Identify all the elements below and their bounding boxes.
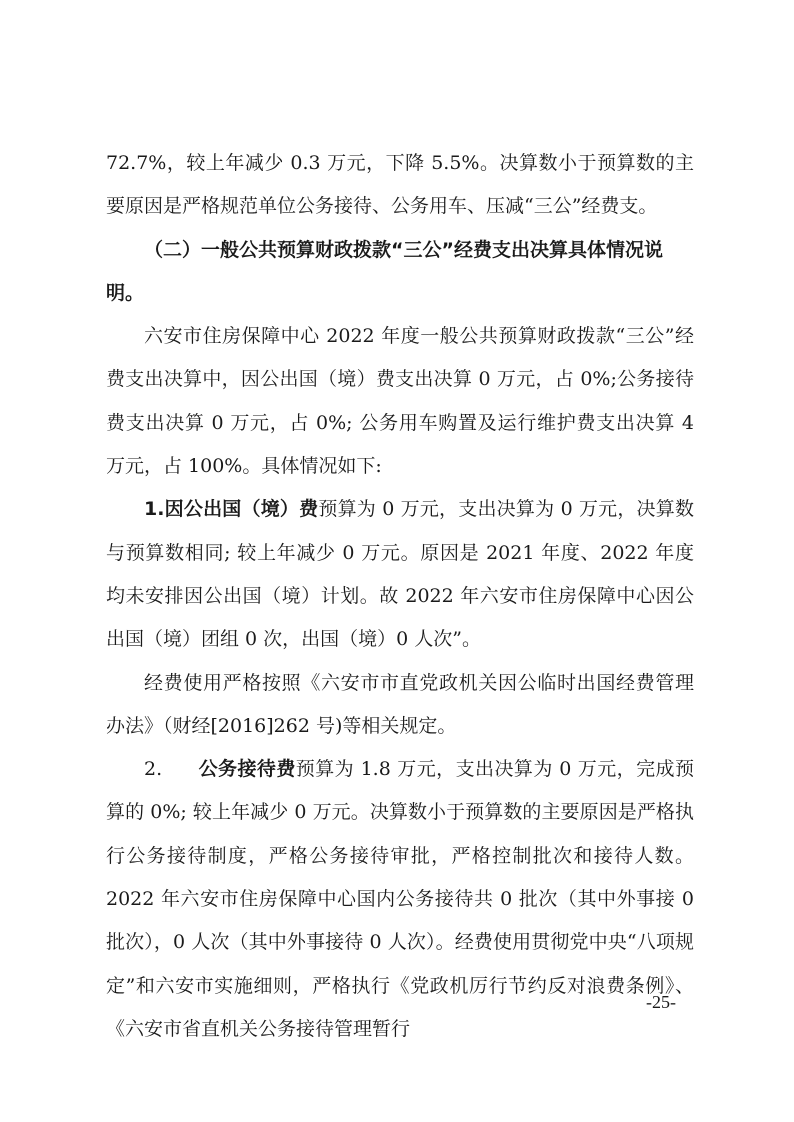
document-body	[106, 142, 694, 1051]
paragraph-overseas-expenses	[106, 488, 694, 661]
paragraph-text: 预算为 1.8 万元，支出决算为 0 万元，完成预算的 0%; 较上年减少 0 万元。决算数小于预算数的主要原因是严格执行公务接待制度，严格公务接待审批，严格控制批次和接待人数。2022 年六安市住房保障中心国内公务接待共 0 批次（其中外事接 0 批次），0 人次（其中外事接待 0 人次）。经费使用贯彻党中央“八项规定”和六安市实施细则，严格执行《党政机厉行节约反对浪费条例》、《六安市省直机关公务接待管理暂行	[106, 758, 694, 1040]
page-number: -25-	[646, 992, 676, 1012]
paragraph-reception-expenses	[106, 748, 694, 1051]
paragraph-summary	[106, 315, 694, 488]
item-heading: 1.因公出国（境）费	[144, 498, 319, 521]
item-heading: 公务接待费	[198, 758, 296, 781]
paragraph-text: 经费使用严格按照《六安市市直党政机关因公临时出国经费管理办法》（财经[2016]262 号)等相关规定。	[106, 671, 694, 737]
paragraph-text: 六安市住房保障中心 2022 年度一般公共预算财政拨款“三公”经费支出决算中，因公出国（境）费支出决算 0 万元，占 0%;公务接待费支出决算 0 万元，占 0%; 公务用车购置及运行维护费支出决算 4 万元，占 100%。具体情况如下:	[106, 325, 694, 478]
paragraph-text: 预算为 0 万元，支出决算为 0 万元，决算数与预算数相同; 较上年减少 0 万元。原因是 2021 年度、2022 年度均未安排因公出国（境）计划。故 2022 年六安市住房保障中心因公出国（境）团组 0 次，出国（境）0 人次”。	[106, 498, 694, 651]
item-number: 2.	[144, 758, 163, 781]
paragraph-text: 72.7%，较上年减少 0.3 万元，下降 5.5%。决算数小于预算数的主要原因是严格规范单位公务接待、公务用车、压减“三公”经费支。	[106, 152, 694, 218]
paragraph-continuation	[106, 142, 694, 229]
section-heading: （二）一般公共预算财政拨款“三公”经费支出决算具体情况说明。	[106, 238, 663, 304]
paragraph-regulations	[106, 662, 694, 749]
